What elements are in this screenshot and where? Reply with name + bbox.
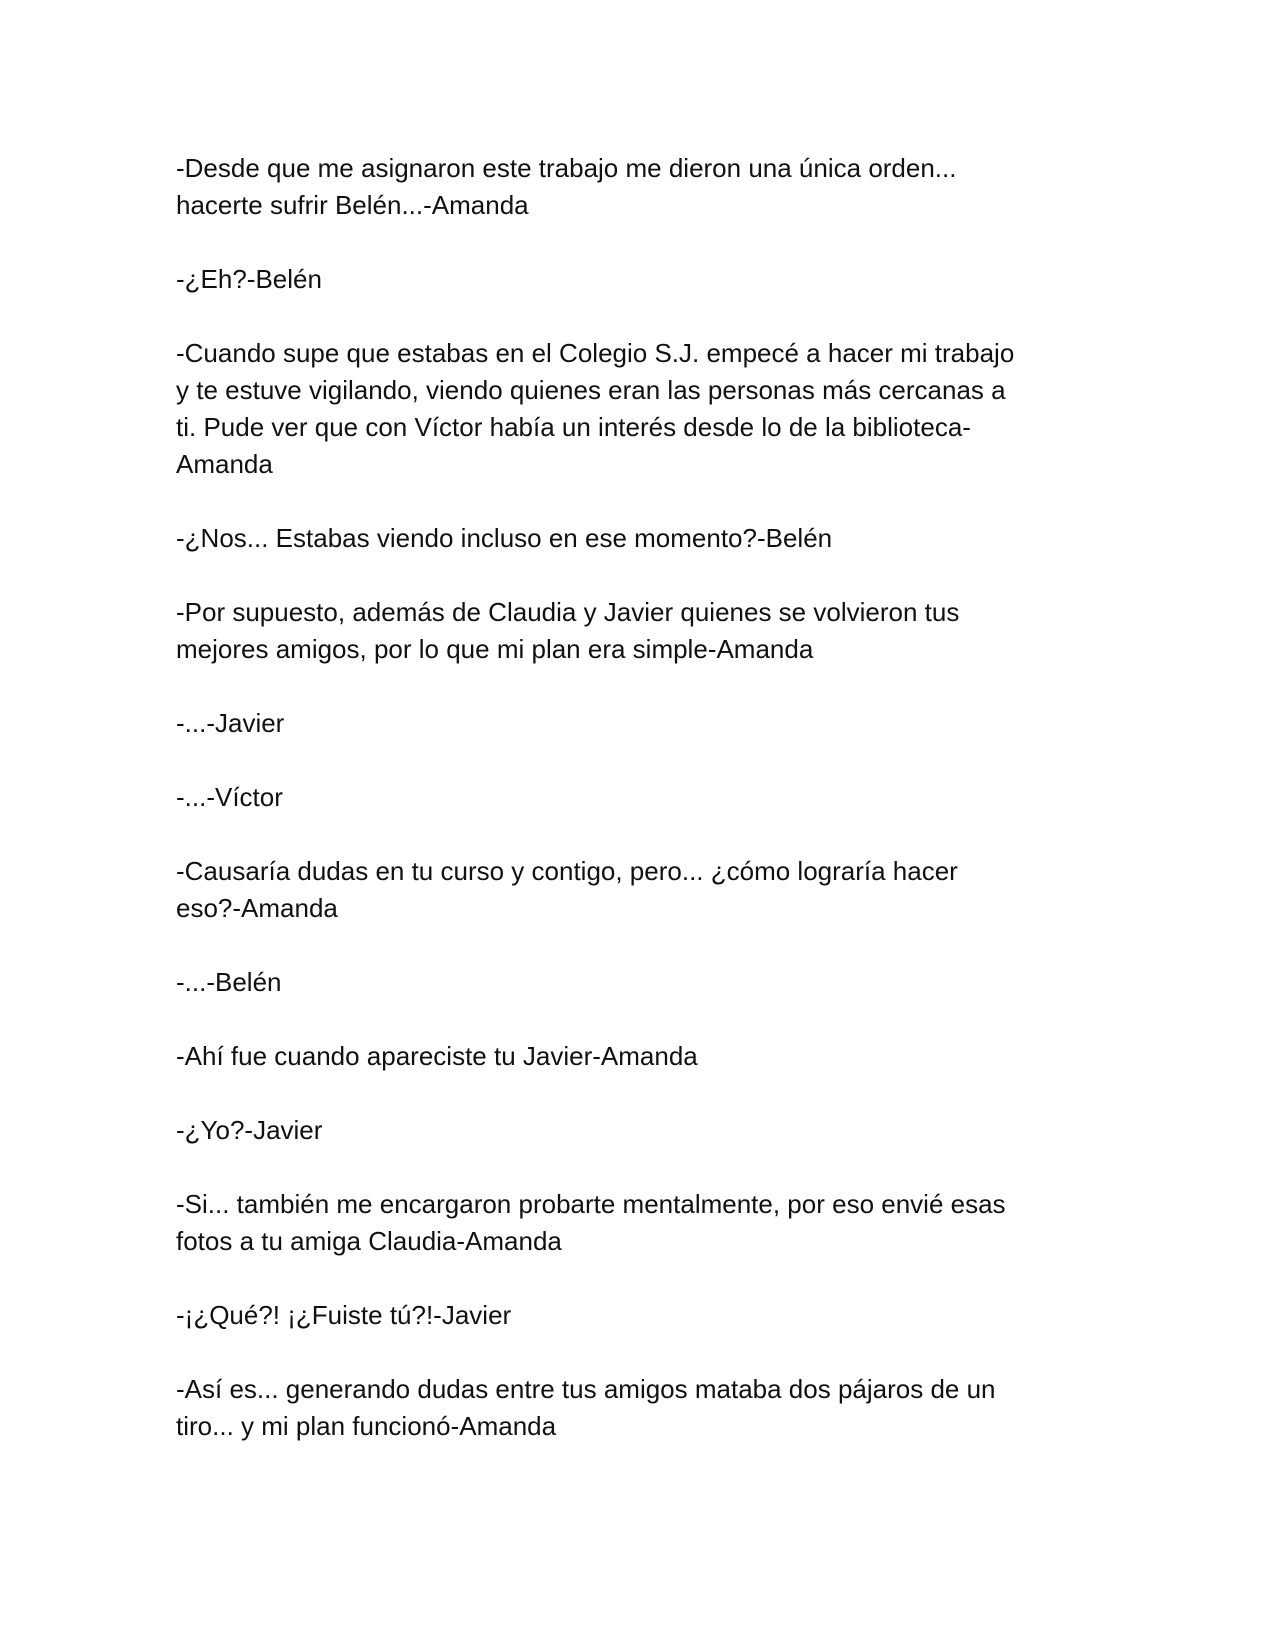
- paragraph-4: -¿Nos... Estabas viendo incluso en ese momento?-Belén: [176, 523, 833, 553]
- paragraph-3: -Cuando supe que estabas en el Colegio S.J. empecé a hacer mi trabajo y te estuve vigilando, viendo quienes eran las personas más cercanas a ti. Pude ver que con Víctor había un interés desde lo de la biblioteca- Amanda: [176, 338, 1015, 479]
- paragraph-1: -Desde que me asignaron este trabajo me dieron una única orden... hacerte sufrir Belén...-Amanda: [176, 153, 957, 220]
- paragraph-11: -¿Yo?-Javier: [176, 1115, 323, 1145]
- paragraph-6: -...-Javier: [176, 708, 285, 738]
- paragraph-12: -Si... también me encargaron probarte mentalmente, por eso envié esas fotos a tu amiga Claudia-Amanda: [176, 1189, 1006, 1256]
- paragraph-2: -¿Eh?-Belén: [176, 264, 322, 294]
- paragraph-13: -¡¿Qué?! ¡¿Fuiste tú?!-Javier: [176, 1300, 512, 1330]
- paragraph-14: -Así es... generando dudas entre tus amigos mataba dos pájaros de un tiro... y mi plan funcionó-Amanda: [176, 1374, 996, 1441]
- document-body: [176, 150, 1096, 1482]
- paragraph-9: -...-Belén: [176, 967, 282, 997]
- paragraph-5: -Por supuesto, además de Claudia y Javier quienes se volvieron tus mejores amigos, por lo que mi plan era simple-Amanda: [176, 597, 960, 664]
- paragraph-10: -Ahí fue cuando apareciste tu Javier-Amanda: [176, 1041, 698, 1071]
- paragraph-8: -Causaría dudas en tu curso y contigo, pero... ¿cómo lograría hacer eso?-Amanda: [176, 856, 958, 923]
- paragraph-7: -...-Víctor: [176, 782, 283, 812]
